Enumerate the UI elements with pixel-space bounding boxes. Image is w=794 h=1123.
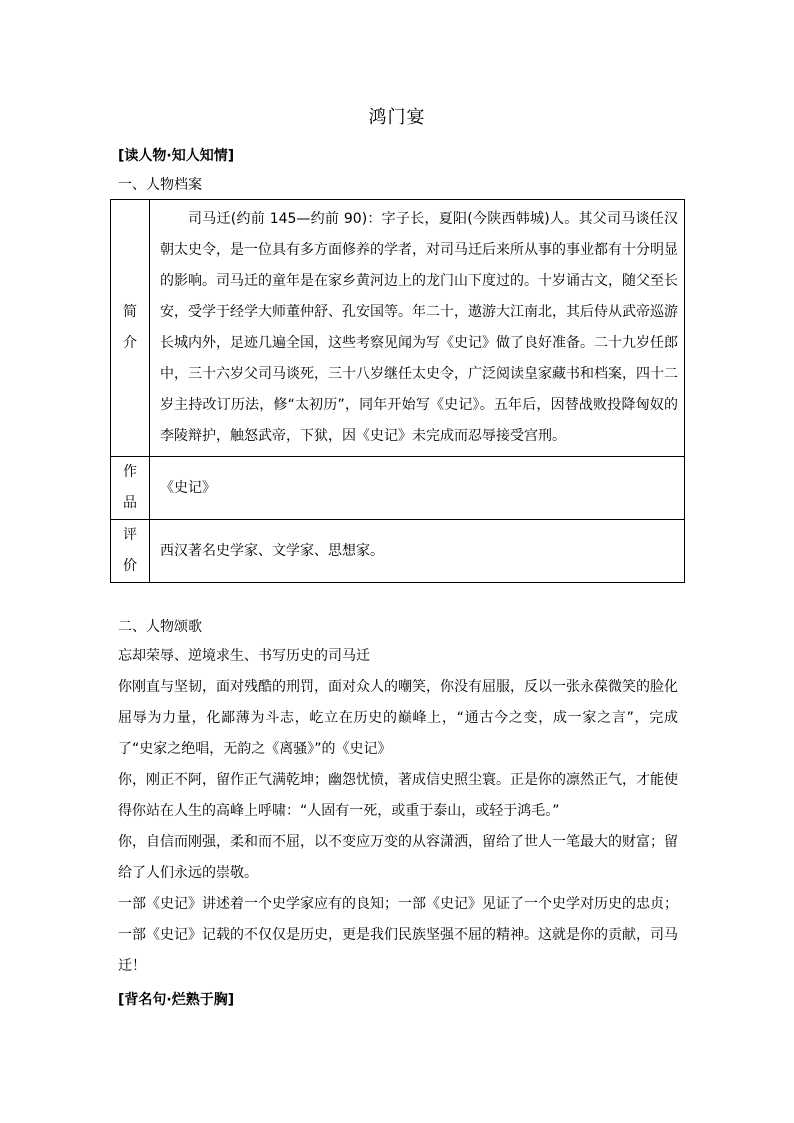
works-label-char-1: 作 (123, 464, 137, 480)
ode-paragraph-2: 你，刚正不阿，留作正气满乾坤；幽怨忧愤，著成信史照尘寰。正是你的凛然正气，才能使得你站在人生的高峰上呼啸：“人固有一死，或重于泰山，或轻于鸿毛。” (118, 772, 678, 819)
ode-paragraph-4: 一部《史记》讲述着一个史学家应有的良知；一部《史记》见证了一个史学对历史的忠贞；一部《史记》记载的不仅仅是历史，更是我们民族坚强不屈的精神。这就是你的贡献，司马迁！ (118, 896, 678, 974)
section-heading-ode: 二、人物颂歌 (118, 619, 202, 635)
eval-label-char-2: 价 (123, 558, 137, 574)
intro-label-cell (111, 200, 150, 457)
section-heading-recite: [背名句·烂熟于胸] (118, 992, 235, 1008)
table-row-evaluation (111, 520, 685, 583)
section-heading-archive: 一、人物档案 (118, 177, 202, 193)
character-archive-table (110, 199, 685, 583)
works-text-cell: 《史记》 (150, 457, 685, 520)
ode-title: 忘却荣辱、逆境求生、书写历史的司马迁 (118, 648, 370, 664)
eval-text-cell: 西汉著名史学家、文学家、思想家。 (150, 520, 685, 583)
page-title: 鸿门宴 (368, 107, 426, 128)
works-label-cell (111, 457, 150, 520)
intro-label-char-2: 介 (123, 335, 137, 351)
works-label-char-2: 品 (123, 495, 137, 511)
intro-text-cell: 司马迁(约前 145—约前 90)：字子长，夏阳(今陕西韩城)人。其父司马谈任汉朝太史令，是一位具有多方面修养的学者，对司马迁后来所从事的事业都有十分明显的影响。司马迁的童年是在家乡黄河边上的龙门山下度过的。十岁诵古文，随父至长安，受学于经学大师董仲舒、孔安国等。年二十，遨游大江南北，其后侍从武帝巡游长城内外，足迹几遍全国，这些考察见闻为写《史记》做了良好准备。二十九岁任郎中，三十六岁父司马谈死，三十八岁继任太史令，广泛阅读皇家藏书和档案，四十二岁主持改订历法，修“太初历”，同年开始写《史记》。五年后，因替战败投降匈奴的李陵辩护，触怒武帝，下狱，因《史记》未完成而忍辱接受宫刑。 (150, 200, 685, 457)
table-row-intro (111, 200, 685, 457)
intro-label-char-1: 简 (123, 304, 137, 320)
eval-label-cell (111, 520, 150, 583)
ode-paragraph-3: 你，自信而刚强，柔和而不屈，以不变应万变的从容潇洒，留给了世人一笔最大的财富；留给了人们永远的崇敬。 (118, 834, 678, 881)
eval-label-char-1: 评 (123, 527, 137, 543)
table-row-works (111, 457, 685, 520)
section-heading-read: [读人物·知人知情] (118, 148, 235, 164)
ode-paragraph-1: 你刚直与坚韧，面对残酷的刑罚，面对众人的嘲笑，你没有屈服，反以一张永葆微笑的脸化屈辱为力量，化鄙薄为斗志，屹立在历史的巅峰上，“通古今之变，成一家之言”，完成了“史家之绝唱，无韵之《离骚》”的《史记》 (118, 679, 678, 757)
ode-body (118, 641, 678, 982)
